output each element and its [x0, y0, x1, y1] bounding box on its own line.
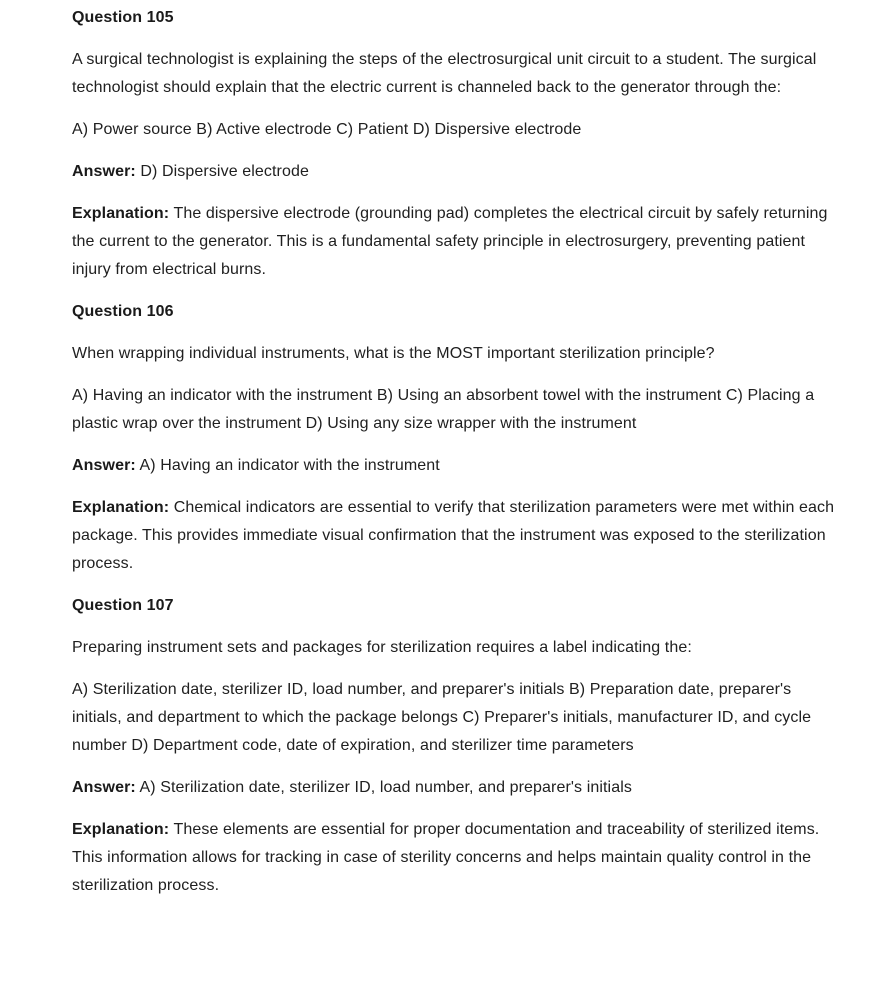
question-heading: Question 107: [72, 597, 174, 614]
explanation-text: These elements are essential for proper documentation and traceability of sterilized items. This information allows for tracking in case of sterility concerns and helps maintain quality control in the sterilization process.: [72, 821, 820, 894]
question-block-107: [72, 592, 845, 900]
question-options: A) Having an indicator with the instrument B) Using an absorbent towel with the instrument C) Placing a plastic wrap over the instrument D) Using any size wrapper with the instrument: [72, 387, 815, 432]
explanation-label: Explanation:: [72, 205, 170, 222]
answer-line: [72, 452, 845, 480]
explanation-text: The dispersive electrode (grounding pad) completes the electrical circuit by safely returning the current to the generator. This is a fundamental safety principle in electrosurgery, preventing patient injury from electrical burns.: [72, 205, 828, 278]
answer-label: Answer:: [72, 163, 136, 180]
answer-label: Answer:: [72, 457, 136, 474]
explanation-label: Explanation:: [72, 499, 170, 516]
question-block-105: [72, 4, 845, 284]
explanation-label: Explanation:: [72, 821, 170, 838]
question-options: A) Power source B) Active electrode C) Patient D) Dispersive electrode: [72, 121, 582, 138]
answer-text: D) Dispersive electrode: [140, 163, 309, 180]
answer-line: [72, 774, 845, 802]
question-options: A) Sterilization date, sterilizer ID, load number, and preparer's initials B) Preparation date, preparer's initials, and department to which the package belongs C) Preparer's initials, manufacturer ID, and cycle number D) Department code, date of expiration, and sterilizer time parameters: [72, 681, 812, 754]
question-text: Preparing instrument sets and packages for sterilization requires a label indicating the:: [72, 639, 692, 656]
question-text: When wrapping individual instruments, what is the MOST important sterilization principle?: [72, 345, 715, 362]
explanation-text: Chemical indicators are essential to verify that sterilization parameters were met within each package. This provides immediate visual confirmation that the instrument was exposed to the sterilization process.: [72, 499, 835, 572]
question-heading: Question 106: [72, 303, 174, 320]
explanation-line: [72, 816, 845, 900]
answer-line: [72, 158, 845, 186]
answer-text: A) Having an indicator with the instrument: [139, 457, 440, 474]
question-block-106: [72, 298, 845, 578]
answer-label: Answer:: [72, 779, 136, 796]
question-heading: Question 105: [72, 9, 174, 26]
answer-text: A) Sterilization date, sterilizer ID, load number, and preparer's initials: [139, 779, 632, 796]
explanation-line: [72, 200, 845, 284]
question-text: A surgical technologist is explaining the steps of the electrosurgical unit circuit to a student. The surgical technologist should explain that the electric current is channeled back to the generator through the:: [72, 51, 817, 96]
explanation-line: [72, 494, 845, 578]
